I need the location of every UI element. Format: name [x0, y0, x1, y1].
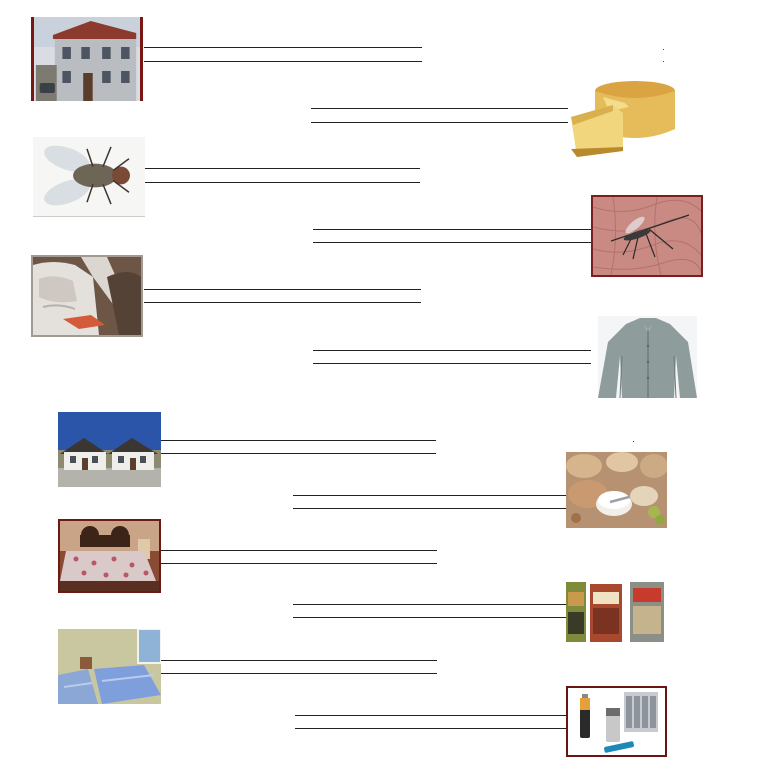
speck	[663, 61, 664, 62]
answer-line	[313, 229, 591, 230]
answer-line	[144, 47, 422, 48]
answer-line	[161, 550, 437, 551]
answer-line	[161, 440, 436, 441]
answer-line	[144, 61, 422, 62]
answer-line	[161, 563, 437, 564]
answer-line	[161, 660, 437, 661]
answer-line	[293, 508, 566, 509]
answer-line	[144, 302, 421, 303]
answer-line	[295, 728, 566, 729]
answer-line	[293, 617, 566, 618]
answer-line	[311, 108, 568, 109]
answer-line	[145, 168, 420, 169]
bed-image	[58, 519, 161, 593]
houses-image	[58, 412, 161, 487]
cheeses-image	[566, 452, 667, 528]
speck	[633, 441, 634, 442]
shirt-image	[598, 316, 697, 398]
batteries-image	[566, 686, 667, 757]
house-image	[31, 17, 143, 101]
back-image	[31, 255, 143, 337]
answer-line	[313, 363, 591, 364]
fly-image	[33, 137, 145, 217]
answer-line	[313, 242, 591, 243]
answer-line	[293, 495, 566, 496]
answer-line	[161, 453, 436, 454]
answer-line	[293, 604, 566, 605]
answer-line	[295, 715, 566, 716]
answer-line	[311, 122, 568, 123]
answer-line	[161, 673, 437, 674]
cheese-image	[569, 77, 677, 159]
answer-line	[145, 182, 420, 183]
speck	[663, 49, 664, 50]
answer-line	[144, 289, 421, 290]
mosquito-image	[591, 195, 703, 277]
boxes-image	[566, 578, 667, 644]
answer-line	[313, 350, 591, 351]
beds-image	[58, 629, 161, 704]
